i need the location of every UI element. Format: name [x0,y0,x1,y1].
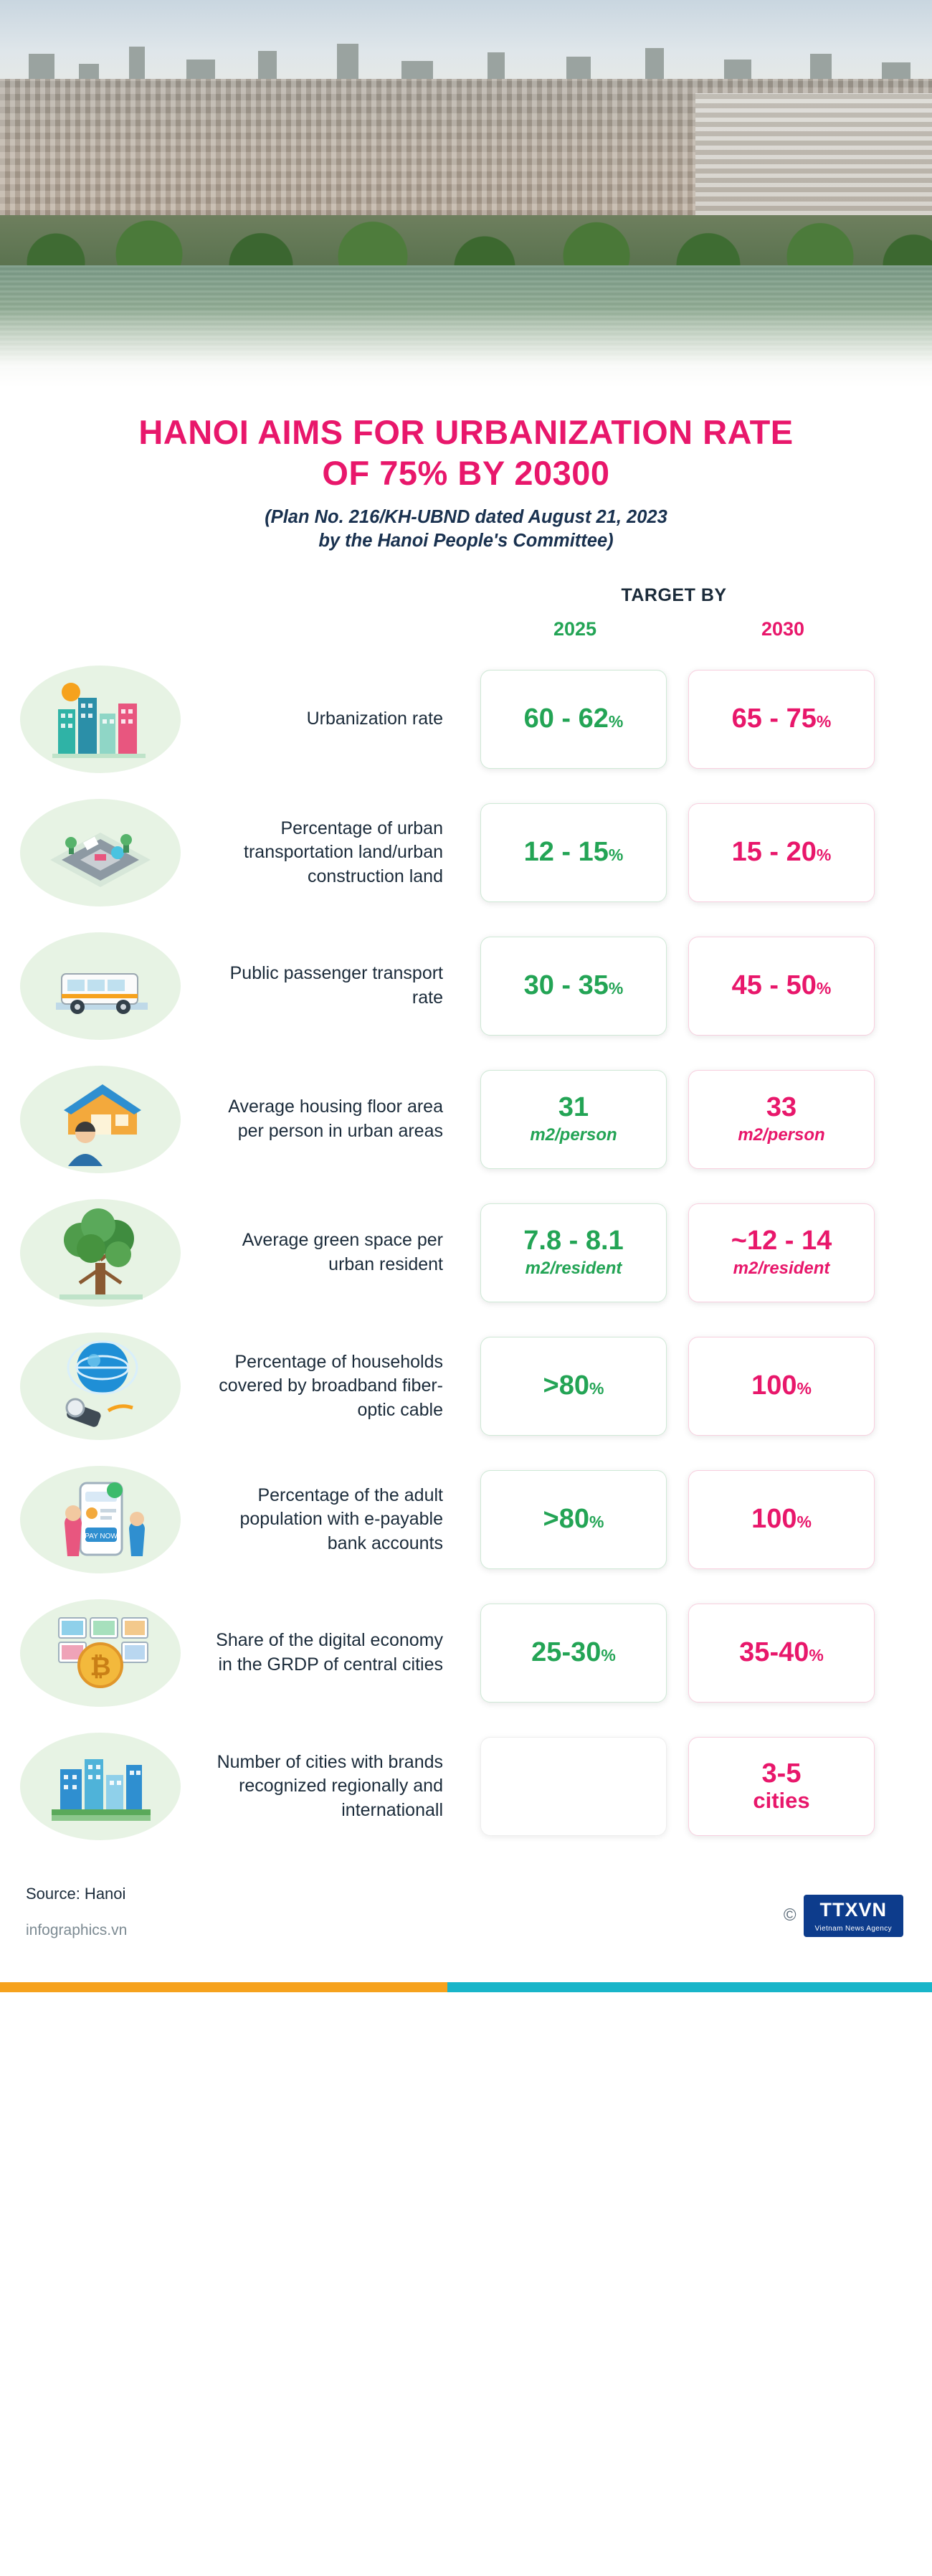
value-2025-number: 25-30 [531,1637,601,1668]
value-2025 [480,670,667,769]
value-2030 [688,1470,875,1569]
value-2030 [688,1070,875,1169]
table-row [0,653,932,786]
value-2030-unit: % [816,712,832,731]
page-subtitle-line1: (Plan No. 216/KH-UBND dated August 21, 2023 [265,506,667,527]
value-2030 [688,1737,875,1836]
row-label: Percentage of the adult population with e-payable bank accounts [239,1484,443,1553]
page-title-line2: OF 75% BY 20300 [322,454,610,493]
row-icon-cell [0,792,201,914]
svg-text:₿: ₿ [90,1651,111,1681]
value-2025 [480,1604,667,1703]
value-2030-number: 45 - 50 [731,970,817,1001]
digital-economy-coin-icon [43,1606,158,1700]
value-2030 [688,937,875,1036]
value-2030-number: 15 - 20 [731,837,817,868]
target-by-header [0,585,932,614]
value-2025-unit: % [589,1512,604,1532]
value-2030 [688,670,875,769]
value-2030-number: 100 [751,1504,797,1535]
value-2030 [688,803,875,902]
value-2030-number: 3-5 [761,1758,802,1789]
value-2025-number: 30 - 35 [523,970,609,1001]
photo-fade [0,308,932,387]
agency-subtitle: Vietnam News Agency [814,1924,892,1933]
footer [0,1877,932,1992]
table-row [0,1453,932,1586]
value-2030-unit: % [809,1646,824,1665]
value-2025-number: >80 [543,1370,589,1401]
mobile-banking-icon [43,1473,158,1566]
value-2025-unit: m2/resident [525,1258,622,1278]
value-2025 [480,1337,667,1436]
row-label: Average housing floor area per person in urban areas [228,1097,443,1141]
row-label: Average green space per urban resident [242,1230,443,1274]
table-row [0,1720,932,1853]
city-brand-icon [43,1743,158,1829]
value-2030-unit: % [797,1512,812,1532]
table-row [0,1586,932,1720]
year-header-row [0,618,932,650]
page-title-line1: HANOI AIMS FOR URBANIZATION RATE [138,413,794,451]
value-2030-number: ~12 - 14 [731,1226,832,1256]
footer-color-bar [0,1982,932,1992]
value-2030-unit: % [797,1379,812,1398]
row-icon-cell [0,1325,201,1447]
copyright-icon: © [783,1905,797,1926]
table-row [0,1053,932,1186]
row-icon-cell [0,1725,201,1847]
value-2025-unit: % [601,1646,616,1665]
title-block [0,387,932,554]
value-2025 [480,1470,667,1569]
value-2025-number: 31 [558,1092,589,1123]
agency-logo-group [784,1895,903,1937]
table-row [0,1186,932,1320]
row-label: Percentage of urban transportation land/urban construction land [244,818,443,886]
row-label: Public passenger transport rate [229,963,443,1008]
ttxvn-logo [804,1895,903,1937]
value-2025-unit: % [608,979,624,998]
value-2025 [480,1070,667,1169]
value-2025-number: 60 - 62 [523,704,609,734]
indicator-rows [0,653,932,1853]
value-2025 [480,803,667,902]
site-label: infographics.vn [26,1921,128,1938]
row-icon-cell [0,925,201,1047]
table-row [0,919,932,1053]
road-transport-icon [43,810,158,896]
value-2025-unit: % [608,712,624,731]
row-icon-cell [0,658,201,780]
house-person-icon [47,1073,154,1166]
bus-icon [43,947,158,1026]
page-title [43,412,889,494]
column-header-2025: 2025 [553,617,597,640]
value-2025-number: 12 - 15 [523,837,609,868]
value-2030 [688,1203,875,1302]
row-label: Number of cities with brands recognized regionally and internationall [217,1751,443,1820]
value-2030-number: 35-40 [739,1637,809,1668]
column-header-2030: 2030 [761,617,805,640]
row-icon-cell [0,1592,201,1714]
value-2030-unit: m2/resident [733,1258,830,1278]
page-subtitle-line2: by the Hanoi People's Committee) [318,531,614,551]
city-buildings-icon [47,676,154,762]
value-2030-unit: % [816,846,832,865]
value-2030 [688,1337,875,1436]
value-2025-unit: % [608,846,624,865]
value-2030-number: 100 [751,1370,797,1401]
svg-text:PAY NOW: PAY NOW [85,1532,118,1540]
value-2025 [480,1203,667,1302]
value-2030 [688,1604,875,1703]
row-icon-cell [0,1059,201,1180]
value-2025-number: >80 [543,1504,589,1535]
value-2025 [480,937,667,1036]
row-icon-cell [0,1192,201,1314]
value-2030-unit: % [816,979,832,998]
value-2030-number: 65 - 75 [731,704,817,734]
value-2025-unit: % [589,1379,604,1398]
row-label: Percentage of households covered by broadband fiber-optic cable [219,1351,443,1420]
globe-fiber-optic-icon [47,1336,154,1436]
agency-name: TTXVN [819,1898,888,1921]
value-2030-unit: cities [753,1787,810,1813]
value-2025-unit: m2/person [530,1124,617,1145]
source-label: Source: Hanoi [26,1884,126,1903]
row-icon-cell [0,1459,201,1581]
value-2025-number: 7.8 - 8.1 [523,1226,624,1256]
value-2025-empty [480,1737,667,1836]
value-2030-number: 33 [766,1092,797,1123]
tree-icon [47,1203,154,1303]
row-label: Share of the digital economy in the GRDP of central cities [216,1630,443,1675]
value-2030-unit: m2/person [738,1124,825,1145]
hero-photo [0,0,932,387]
table-row [0,786,932,919]
target-by-label: TARGET BY [621,584,727,605]
page-subtitle [43,506,889,554]
row-label: Urbanization rate [306,709,443,729]
table-row [0,1320,932,1453]
